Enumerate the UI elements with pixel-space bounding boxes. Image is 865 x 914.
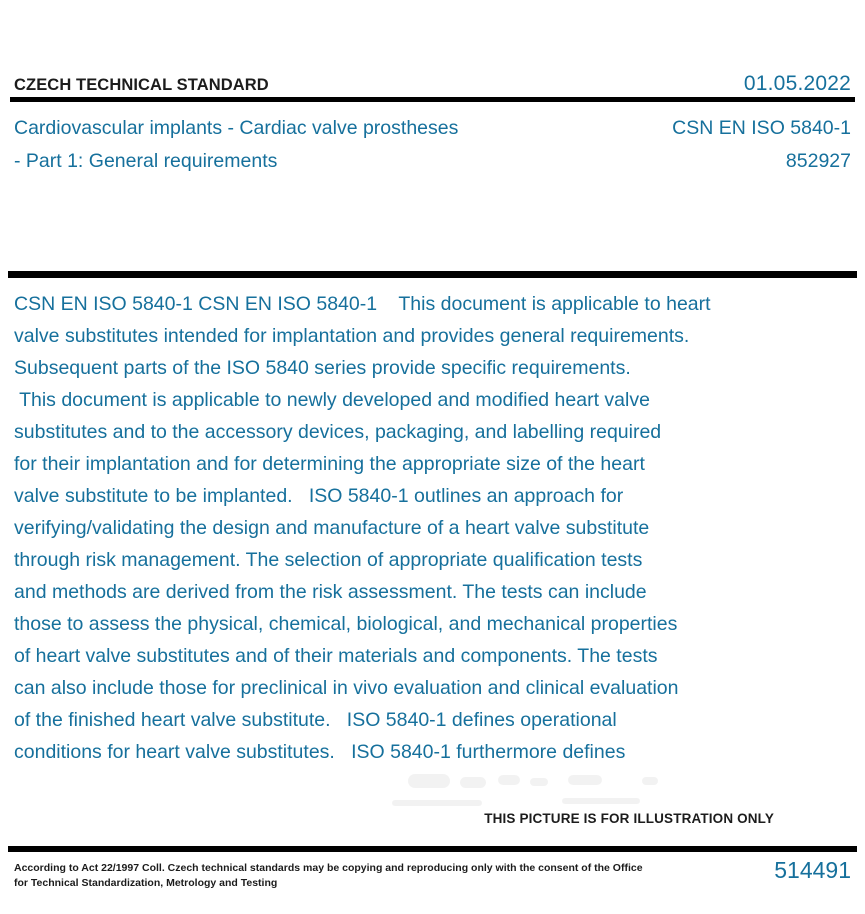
abstract-line: of heart valve substitutes and of their materials and components. The tests [14, 645, 658, 667]
footer-divider-rule [8, 846, 857, 852]
abstract-line: of the finished heart valve substitute. ISO 5840-1 defines operational [14, 709, 617, 731]
standard-designation: CSN EN ISO 5840-1 [672, 117, 851, 139]
document-kind-label: CZECH TECHNICAL STANDARD [14, 76, 269, 94]
standard-title [14, 112, 458, 178]
abstract-line: This document is applicable to newly developed and modified heart valve [14, 389, 650, 411]
standard-title-line-1: Cardiovascular implants - Cardiac valve prostheses [14, 117, 459, 139]
publication-date: 01.05.2022 [743, 72, 851, 95]
document-footer [0, 857, 865, 891]
title-block [0, 112, 865, 178]
standard-classification-code: 852927 [785, 150, 851, 172]
standard-identifiers [672, 112, 851, 178]
copyright-notice-line-2: for Technical Standardization, Metrology and Testing [14, 877, 278, 889]
abstract-divider-rule [8, 271, 857, 278]
copyright-notice-line-1: According to Act 22/1997 Coll. Czech technical standards may be copying and reproducing only with the consent of the Office [14, 862, 643, 874]
header-divider-rule [10, 97, 855, 102]
abstract-line: Subsequent parts of the ISO 5840 series provide specific requirements. [14, 357, 631, 379]
abstract-line: valve substitutes intended for implantation and provides general requirements. [14, 325, 690, 347]
abstract-line: verifying/validating the design and manufacture of a heart valve substitute [14, 517, 650, 539]
abstract-text [0, 288, 865, 768]
abstract-line: through risk management. The selection of appropriate qualification tests [14, 549, 643, 571]
abstract-line: and methods are derived from the risk assessment. The tests can include [14, 581, 647, 603]
document-header [0, 72, 865, 98]
abstract-line: valve substitute to be implanted. ISO 5840-1 outlines an approach for [14, 485, 624, 507]
copyright-notice [14, 861, 643, 891]
abstract-line: for their implantation and for determining the appropriate size of the heart [14, 453, 645, 475]
abstract-line: CSN EN ISO 5840-1 CSN EN ISO 5840-1 This document is applicable to heart [14, 293, 711, 315]
illustration-disclaimer: THIS PICTURE IS FOR ILLUSTRATION ONLY [484, 811, 774, 826]
abstract-line: substitutes and to the accessory devices, packaging, and labelling required [14, 421, 662, 443]
abstract-line: can also include those for preclinical in vivo evaluation and clinical evaluation [14, 677, 679, 699]
catalogue-number: 514491 [774, 857, 851, 883]
abstract-line: those to assess the physical, chemical, biological, and mechanical properties [14, 613, 678, 635]
standard-title-line-2: - Part 1: General requirements [14, 150, 278, 172]
abstract-line: conditions for heart valve substitutes. ISO 5840-1 furthermore defines [14, 741, 626, 763]
